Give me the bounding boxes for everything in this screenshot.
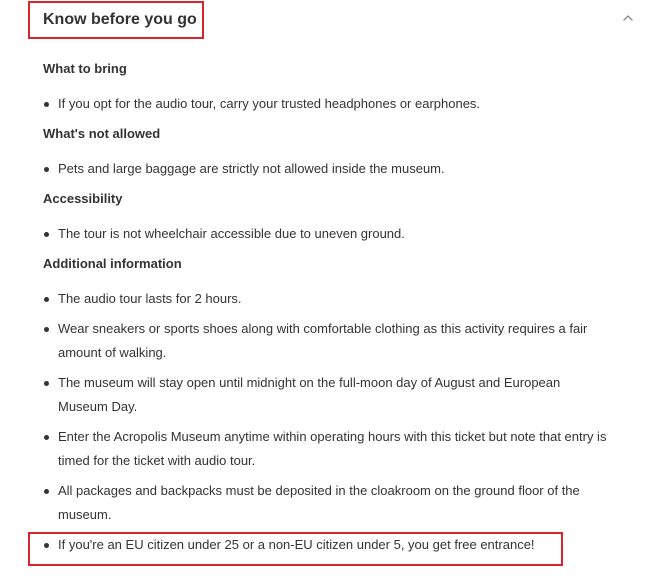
- group-additional-information: [43, 255, 613, 557]
- list-item-free-entrance: If you're an EU citizen under 25 or a non-EU citizen under 5, you get free entrance!: [43, 533, 613, 557]
- list-item: If you opt for the audio tour, carry your trusted headphones or earphones.: [43, 92, 613, 116]
- list-item: The audio tour lasts for 2 hours.: [43, 287, 613, 311]
- bullet-list: [43, 92, 613, 116]
- group-heading: What's not allowed: [43, 126, 161, 141]
- list-item: The tour is not wheelchair accessible due to uneven ground.: [43, 222, 613, 246]
- group-heading: Additional information: [43, 256, 182, 271]
- chevron-up-icon[interactable]: [622, 12, 634, 24]
- group-heading: What to bring: [43, 61, 127, 76]
- bullet-list: [43, 157, 613, 181]
- section-title: Know before you go: [43, 11, 197, 28]
- group-heading: Accessibility: [43, 191, 123, 206]
- group-accessibility: [43, 190, 613, 246]
- list-item: Enter the Acropolis Museum anytime within operating hours with this ticket but note that entry is timed for the ticket with audio tour.: [43, 425, 613, 473]
- group-what-to-bring: [43, 60, 613, 116]
- list-item: Wear sneakers or sports shoes along with comfortable clothing as this activity requires a fair amount of walking.: [43, 317, 613, 365]
- bullet-list: [43, 222, 613, 246]
- list-item: All packages and backpacks must be deposited in the cloakroom on the ground floor of the museum.: [43, 479, 613, 527]
- bullet-list: [43, 287, 613, 557]
- group-whats-not-allowed: [43, 125, 613, 181]
- list-item: Pets and large baggage are strictly not allowed inside the museum.: [43, 157, 613, 181]
- section-header[interactable]: [28, 1, 204, 39]
- section-content: [43, 60, 613, 557]
- list-item: The museum will stay open until midnight on the full-moon day of August and European Museum Day.: [43, 371, 613, 419]
